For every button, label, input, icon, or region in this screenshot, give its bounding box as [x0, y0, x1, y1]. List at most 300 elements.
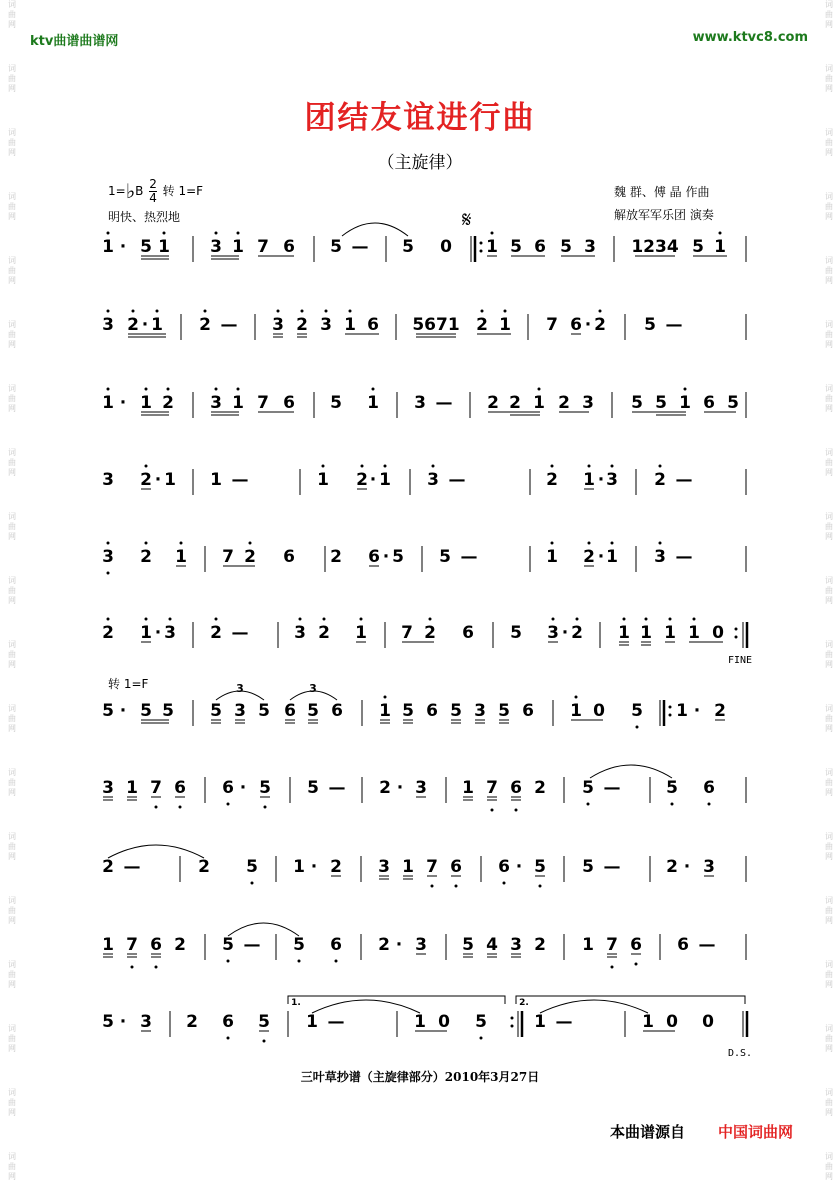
note: 5: [330, 393, 342, 413]
note: 2: [244, 547, 256, 567]
tempo-marking: 明快、热烈地: [108, 210, 181, 224]
rhythm-symbol: —: [123, 857, 141, 877]
note: 5: [644, 315, 656, 335]
watermark-stamp: 词 曲 网: [8, 0, 16, 29]
octave-dot: [301, 310, 304, 313]
note: 6: [570, 315, 582, 335]
octave-dot: [645, 618, 648, 621]
octave-dot: [491, 232, 494, 235]
repeat-dot: [669, 714, 672, 717]
note: 1: [367, 393, 379, 413]
octave-dot: [551, 542, 554, 545]
note: 2: [378, 935, 390, 955]
octave-dot: [163, 232, 166, 235]
note: 6: [534, 237, 546, 257]
note: 4: [486, 935, 498, 955]
time-bottom: 4: [149, 191, 157, 205]
rhythm-symbol: ·: [119, 1012, 127, 1032]
note: 1: [618, 623, 630, 643]
watermark-stamp: 词 曲 网: [825, 832, 833, 861]
note: 2: [424, 623, 436, 643]
note: 3: [378, 857, 390, 877]
note: 1: [317, 470, 329, 490]
note: 1: [534, 1012, 546, 1032]
note: 5: [582, 778, 594, 798]
rhythm-symbol: ·: [693, 701, 701, 721]
ds-mark: D.S.: [728, 1048, 753, 1059]
note: 2: [318, 623, 330, 643]
repeat-dot: [511, 1025, 514, 1028]
note: 5: [666, 778, 678, 798]
octave-dot: [264, 806, 267, 809]
watermark-stamp: 词 曲 网: [825, 448, 833, 477]
note: 6: [630, 935, 642, 955]
note: 6: [703, 778, 715, 798]
note: 1: [102, 393, 114, 413]
octave-dot: [361, 465, 364, 468]
octave-dot: [263, 1040, 266, 1043]
note: 1: [232, 237, 244, 257]
octave-dot: [588, 542, 591, 545]
note: 1: [582, 935, 594, 955]
note: 5: [222, 935, 234, 955]
note: 6: [283, 547, 295, 567]
note: 5: [246, 857, 258, 877]
watermark-stamp: 词 曲 网: [8, 1024, 16, 1053]
note: 2: [379, 778, 391, 798]
watermark-stamp: 词 曲 网: [8, 704, 16, 733]
octave-dot: [372, 388, 375, 391]
octave-dot: [277, 310, 280, 313]
note: 5: [439, 547, 451, 567]
note: 5: [727, 393, 739, 413]
rhythm-symbol: —: [603, 857, 621, 877]
watermark-stamp: 词 曲 网: [825, 0, 833, 29]
rhythm-symbol: ·: [310, 857, 318, 877]
flat-icon: ♭: [125, 179, 136, 203]
note: 2: [330, 547, 342, 567]
note: 5: [102, 1012, 114, 1032]
note: 3: [102, 315, 114, 335]
octave-dot: [107, 232, 110, 235]
note: 7: [257, 393, 269, 413]
rhythm-symbol: ·: [141, 315, 149, 335]
rhythm-symbol: —: [675, 470, 693, 490]
octave-dot: [611, 465, 614, 468]
rhythm-symbol: —: [231, 470, 249, 490]
note: 3: [427, 470, 439, 490]
note: 7: [150, 778, 162, 798]
note: 7: [222, 547, 234, 567]
rhythm-symbol: ·: [515, 857, 523, 877]
note: 5: [259, 778, 271, 798]
watermark-stamp: 词 曲 网: [825, 512, 833, 541]
watermark-stamp: 词 曲 网: [8, 192, 16, 221]
note: 5: [631, 701, 643, 721]
note: 6: [368, 547, 380, 567]
note: 1: [583, 470, 595, 490]
rhythm-symbol: —: [231, 623, 249, 643]
octave-dot: [503, 882, 506, 885]
note: 3: [272, 315, 284, 335]
octave-dot: [576, 618, 579, 621]
watermark-stamp: 词 曲 网: [825, 960, 833, 989]
tie: [342, 223, 408, 236]
note: 5: [450, 701, 462, 721]
modulation-label: 转 1=F: [162, 184, 204, 198]
note: 3: [102, 470, 114, 490]
watermark-stamp: 词 曲 网: [825, 576, 833, 605]
octave-dot: [215, 618, 218, 621]
note: 6: [150, 935, 162, 955]
note: 3: [415, 778, 427, 798]
volta-bracket: [288, 996, 505, 1004]
note: 1: [151, 315, 163, 335]
note: 5671: [412, 315, 460, 335]
octave-dot: [551, 465, 554, 468]
note: 7: [486, 778, 498, 798]
octave-dot: [251, 882, 254, 885]
note: 5: [258, 701, 270, 721]
octave-dot: [249, 542, 252, 545]
watermark-stamp: 词 曲 网: [825, 192, 833, 221]
note: 2: [210, 623, 222, 643]
rhythm-symbol: ·: [154, 623, 162, 643]
note: 0: [666, 1012, 678, 1032]
note: 6: [331, 701, 343, 721]
note: 3: [606, 470, 618, 490]
note: 2: [714, 701, 726, 721]
watermark-stamp: 词 曲 网: [825, 704, 833, 733]
note: 2: [666, 857, 678, 877]
watermark-stamp: 词 曲 网: [825, 1152, 833, 1181]
note: 3: [474, 701, 486, 721]
note: 2: [571, 623, 583, 643]
octave-dot: [491, 809, 494, 812]
segno-icon: 𝄋: [462, 208, 472, 233]
rhythm-symbol: ·: [561, 623, 569, 643]
note: 5: [498, 701, 510, 721]
octave-dot: [227, 1037, 230, 1040]
note: 5: [392, 547, 404, 567]
note: 3: [294, 623, 306, 643]
note: 2: [558, 393, 570, 413]
note: 6: [498, 857, 510, 877]
octave-dot: [431, 885, 434, 888]
octave-dot: [323, 618, 326, 621]
note: 5: [330, 237, 342, 257]
note: 2: [594, 315, 606, 335]
rhythm-symbol: ·: [683, 857, 691, 877]
note: 2: [487, 393, 499, 413]
note: 2: [534, 935, 546, 955]
note: 2: [509, 393, 521, 413]
watermark-stamp: 词 曲 网: [8, 64, 16, 93]
source-site-link[interactable]: 中国词曲网: [718, 1123, 794, 1141]
note: 7: [426, 857, 438, 877]
watermark-stamp: 词 曲 网: [8, 576, 16, 605]
note: 2: [102, 857, 114, 877]
note: 2: [199, 315, 211, 335]
rhythm-symbol: ·: [396, 778, 404, 798]
note: 1: [642, 1012, 654, 1032]
note: 0: [440, 237, 452, 257]
note: 3: [584, 237, 596, 257]
tie: [590, 765, 672, 778]
note: 6: [462, 623, 474, 643]
rhythm-symbol: ·: [119, 701, 127, 721]
rhythm-symbol: —: [351, 237, 369, 257]
performer-credit: 解放军军乐团 演奏: [614, 208, 714, 222]
note: 3: [320, 315, 332, 335]
note: 2: [162, 393, 174, 413]
octave-dot: [684, 388, 687, 391]
note: 5: [631, 393, 643, 413]
rhythm-symbol: —: [327, 1012, 345, 1032]
octave-dot: [132, 310, 135, 313]
note: 6: [522, 701, 534, 721]
note: 2: [356, 470, 368, 490]
octave-dot: [587, 803, 590, 806]
repeat-dot: [735, 636, 738, 639]
octave-dot: [145, 465, 148, 468]
note: 5: [534, 857, 546, 877]
note: 6: [426, 701, 438, 721]
tie: [108, 845, 204, 858]
note: 5: [293, 935, 305, 955]
watermark-stamp: 词 曲 网: [8, 384, 16, 413]
octave-dot: [504, 310, 507, 313]
note: 3: [582, 393, 594, 413]
note: 1: [679, 393, 691, 413]
octave-dot: [335, 960, 338, 963]
note: 7: [606, 935, 618, 955]
note: 2: [654, 470, 666, 490]
key-label: 1=: [108, 184, 126, 198]
rhythm-symbol: ·: [154, 470, 162, 490]
octave-dot: [215, 388, 218, 391]
rhythm-symbol: —: [435, 393, 453, 413]
octave-dot: [325, 310, 328, 313]
note: 5: [655, 393, 667, 413]
note: 3: [210, 237, 222, 257]
source-label: 本曲谱源自: [610, 1123, 686, 1141]
watermark-stamp: 词 曲 网: [8, 768, 16, 797]
note: 1: [126, 778, 138, 798]
note: 1: [402, 857, 414, 877]
note: 2: [296, 315, 308, 335]
watermark-stamp: 词 曲 网: [8, 832, 16, 861]
rhythm-symbol: —: [220, 315, 238, 335]
octave-dot: [360, 618, 363, 621]
octave-dot: [384, 696, 387, 699]
note: 6: [284, 701, 296, 721]
note: 1: [140, 623, 152, 643]
note: 1: [486, 237, 498, 257]
octave-dot: [156, 310, 159, 313]
octave-dot: [611, 542, 614, 545]
note: 2: [102, 623, 114, 643]
note: 1: [688, 623, 700, 643]
watermark-stamp: 词 曲 网: [8, 320, 16, 349]
note: 1: [293, 857, 305, 877]
octave-dot: [298, 960, 301, 963]
octave-dot: [167, 388, 170, 391]
octave-dot: [299, 618, 302, 621]
watermark-stamp: 词 曲 网: [825, 64, 833, 93]
note: 7: [126, 935, 138, 955]
octave-dot: [349, 310, 352, 313]
watermark-stamp: 词 曲 网: [825, 256, 833, 285]
rhythm-symbol: ·: [239, 778, 247, 798]
note: 1: [164, 470, 176, 490]
note: 2: [186, 1012, 198, 1032]
watermark-stamp: 词 曲 网: [8, 448, 16, 477]
watermark-stamp: 词 曲 网: [8, 960, 16, 989]
octave-dot: [623, 618, 626, 621]
rhythm-symbol: ·: [382, 547, 390, 567]
note: 1: [344, 315, 356, 335]
rhythm-symbol: —: [460, 547, 478, 567]
watermark-stamp: 词 曲 网: [8, 128, 16, 157]
note: 7: [546, 315, 558, 335]
note: 1: [676, 701, 688, 721]
rhythm-symbol: ·: [395, 935, 403, 955]
header-site-right[interactable]: www.ktvc8.com: [692, 30, 808, 45]
note: 2: [583, 547, 595, 567]
note: 0: [712, 623, 724, 643]
note: 6: [222, 1012, 234, 1032]
octave-dot: [155, 806, 158, 809]
repeat-dot: [480, 250, 483, 253]
note: 5: [560, 237, 572, 257]
note: 2: [140, 470, 152, 490]
octave-dot: [636, 726, 639, 729]
note: 1: [379, 470, 391, 490]
score-subtitle: （主旋律）: [377, 153, 463, 173]
note: 6: [283, 237, 295, 257]
note: 5: [140, 237, 152, 257]
octave-dot: [429, 618, 432, 621]
octave-dot: [180, 542, 183, 545]
note: 1: [232, 393, 244, 413]
note: 3: [140, 1012, 152, 1032]
note: 1: [102, 237, 114, 257]
octave-dot: [237, 232, 240, 235]
rhythm-symbol: —: [555, 1012, 573, 1032]
repeat-dot: [735, 628, 738, 631]
note: 1: [379, 701, 391, 721]
note: 3: [654, 547, 666, 567]
note: 2: [546, 470, 558, 490]
rhythm-symbol: —: [665, 315, 683, 335]
note: 5: [307, 701, 319, 721]
octave-dot: [145, 618, 148, 621]
note: 5: [510, 237, 522, 257]
octave-dot: [480, 1037, 483, 1040]
octave-dot: [107, 572, 110, 575]
octave-dot: [539, 885, 542, 888]
octave-dot: [227, 803, 230, 806]
watermark-stamp: 词 曲 网: [825, 768, 833, 797]
note: 5: [402, 701, 414, 721]
octave-dot: [204, 310, 207, 313]
note: 2: [174, 935, 186, 955]
repeat-dot: [511, 1017, 514, 1020]
octave-dot: [107, 542, 110, 545]
note: 1: [546, 547, 558, 567]
rhythm-symbol: ·: [119, 237, 127, 257]
repeat-dot: [480, 242, 483, 245]
octave-dot: [131, 966, 134, 969]
octave-dot: [671, 803, 674, 806]
note: 3: [547, 623, 559, 643]
octave-dot: [455, 885, 458, 888]
rhythm-symbol: ·: [369, 470, 377, 490]
volta-label: 2.: [519, 998, 529, 1008]
fine-mark: FINE: [728, 655, 753, 666]
note: 1: [640, 623, 652, 643]
octave-dot: [515, 809, 518, 812]
octave-dot: [669, 618, 672, 621]
octave-dot: [145, 388, 148, 391]
note: 1: [462, 778, 474, 798]
octave-dot: [708, 803, 711, 806]
octave-dot: [155, 966, 158, 969]
composer-credit: 魏 群、傅 晶 作曲: [614, 185, 710, 199]
note: 1: [306, 1012, 318, 1032]
octave-dot: [384, 465, 387, 468]
note: 1: [414, 1012, 426, 1032]
note: 5: [402, 237, 414, 257]
rhythm-symbol: ·: [584, 315, 592, 335]
octave-dot: [659, 465, 662, 468]
header-site-left[interactable]: ktv曲谱曲谱网: [30, 34, 119, 49]
octave-dot: [481, 310, 484, 313]
note: 6: [367, 315, 379, 335]
tie: [228, 923, 299, 936]
watermark-stamp: 词 曲 网: [825, 320, 833, 349]
note: 3: [703, 857, 715, 877]
watermark-stamp: 词 曲 网: [825, 384, 833, 413]
note: 6: [677, 935, 689, 955]
watermark-stamp: 词 曲 网: [825, 896, 833, 925]
note: 6: [450, 857, 462, 877]
octave-dot: [179, 806, 182, 809]
octave-dot: [719, 232, 722, 235]
note: 2: [330, 857, 342, 877]
note: 0: [593, 701, 605, 721]
octave-dot: [237, 388, 240, 391]
watermark-stamp: 词 曲 网: [825, 128, 833, 157]
transcription-credit: 三叶草抄谱（主旋律部分）2010年3月27日: [300, 1070, 540, 1084]
octave-dot: [215, 232, 218, 235]
key-note: B: [135, 184, 144, 198]
note: 1: [606, 547, 618, 567]
watermark-stamp: 词 曲 网: [8, 640, 16, 669]
octave-dot: [635, 963, 638, 966]
watermark-stamp: 词 曲 网: [8, 512, 16, 541]
octave-dot: [538, 388, 541, 391]
note: 5: [462, 935, 474, 955]
note: 5: [140, 701, 152, 721]
note: 5: [475, 1012, 487, 1032]
note: 6: [703, 393, 715, 413]
watermark-stamp: 词 曲 网: [8, 1088, 16, 1117]
note: 3: [164, 623, 176, 643]
triplet-mark: 3: [236, 682, 244, 695]
octave-dot: [107, 388, 110, 391]
